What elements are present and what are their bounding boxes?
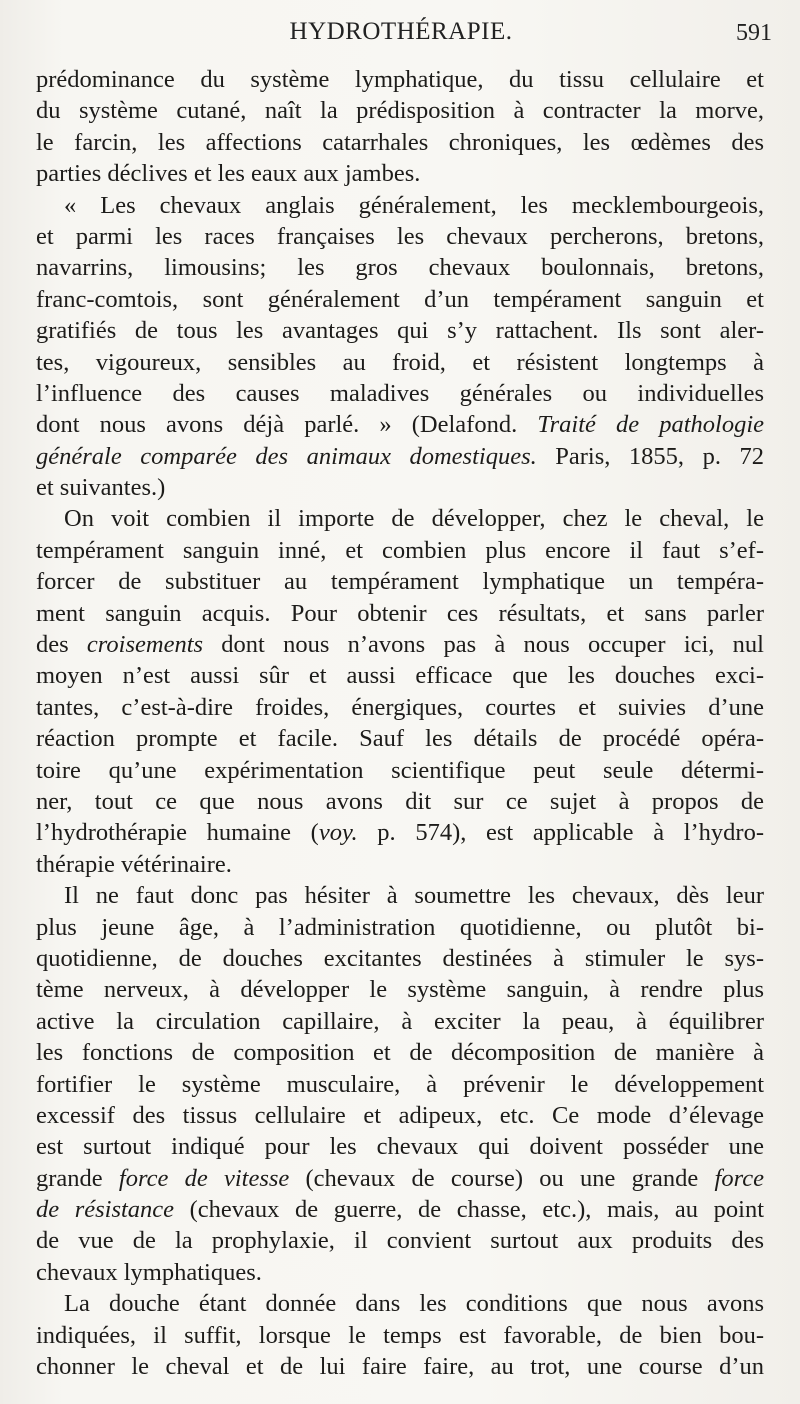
italic-text: force: [714, 1164, 764, 1192]
line-text: forcer de substituer au tempérament lymphatique un tempéra-: [36, 568, 764, 596]
line-text: dont nous avons déjà parlé. » (Delafond.: [36, 411, 538, 439]
text-line: [36, 127, 764, 158]
text-line: [36, 1006, 764, 1037]
line-text: prédominance du système lymphatique, du tissu cellulaire et: [36, 66, 764, 93]
line-text: tantes, c’est-à-dire froides, énergiques, courtes et suivies d’une: [36, 693, 764, 721]
line-text: active la circulation capillaire, à exciter la peau, à équilibrer: [36, 1007, 764, 1035]
line-text: La douche étant donnée dans les conditions que nous avons: [64, 1290, 764, 1318]
text-line: [36, 598, 764, 629]
text-line: [36, 1163, 764, 1194]
text-line: [36, 974, 764, 1005]
line-text: l’influence des causes maladives générales ou individuelles: [36, 379, 764, 407]
line-text: plus jeune âge, à l’administration quotidienne, ou plutôt bi-: [36, 913, 764, 941]
page-number: 591: [736, 20, 772, 46]
text-line: [36, 755, 764, 786]
line-text: fortifier le système musculaire, à prévenir le développement: [36, 1070, 764, 1098]
line-text: ner, tout ce que nous avons dit sur ce sujet à propos de: [36, 787, 764, 815]
italic-text: croisements: [86, 631, 204, 659]
line-text: du système cutané, naît la prédisposition à contracter la morve,: [36, 97, 764, 125]
italic-text: générale comparée des animaux domestiques.: [36, 442, 537, 470]
text-line: [36, 64, 764, 95]
italic-text: force de vitesse: [118, 1164, 290, 1192]
line-text: excessif des tissus cellulaire et adipeux, etc. Ce mode d’élevage: [36, 1101, 764, 1129]
text-line: [36, 535, 764, 566]
text-line: [36, 566, 764, 597]
line-text: « Les chevaux anglais généralement, les mecklembourgeois,: [64, 191, 764, 219]
line-text: et parmi les races françaises les chevaux percherons, bretons,: [36, 222, 764, 250]
text-line: [36, 1320, 764, 1351]
line-text: moyen n’est aussi sûr et aussi efficace que les douches exci-: [36, 662, 764, 690]
text-line: [36, 441, 764, 472]
text-line: [36, 1194, 764, 1225]
body-text: [36, 64, 764, 1382]
line-text: et suivantes.): [36, 474, 166, 502]
line-text: Il ne faut donc pas hésiter à soumettre les chevaux, dès leur: [64, 882, 764, 910]
text-line: [36, 692, 764, 723]
line-text: le farcin, les affections catarrhales chroniques, les œdèmes des: [36, 128, 764, 156]
text-line: [36, 378, 764, 409]
running-title: HYDROTHÉRAPIE.: [289, 18, 513, 45]
text-line: [36, 1037, 764, 1068]
line-text: p. 574), est applicable à l’hydro-: [357, 819, 765, 847]
text-line: [36, 1131, 764, 1162]
text-line: [36, 912, 764, 943]
text-line: [36, 660, 764, 691]
running-head: [30, 14, 772, 54]
line-text: Paris, 1855, p. 72: [536, 442, 764, 470]
italic-text: de résistance: [36, 1196, 175, 1224]
text-line: [36, 190, 764, 221]
line-text: les fonctions de composition et de décomposition de manière à: [36, 1039, 764, 1067]
line-text: gratifiés de tous les avantages qui s’y rattachent. Ils sont aler-: [36, 317, 764, 345]
text-line: [36, 284, 764, 315]
text-line: [36, 315, 764, 346]
line-text: (chevaux de course) ou une grande: [289, 1164, 715, 1192]
text-line: [36, 1069, 764, 1100]
text-line: [36, 1100, 764, 1131]
line-text: grande: [36, 1164, 119, 1192]
line-text: navarrins, limousins; les gros chevaux boulonnais, bretons,: [36, 254, 764, 282]
line-text: ment sanguin acquis. Pour obtenir ces résultats, et sans parler: [36, 599, 764, 627]
line-text: réaction prompte et facile. Sauf les détails de procédé opéra-: [36, 725, 764, 753]
line-text: (chevaux de guerre, de chasse, etc.), mais, au point: [174, 1196, 765, 1224]
text-line: [36, 503, 764, 534]
line-text: quotidienne, de douches excitantes destinées à stimuler le sys-: [36, 944, 764, 972]
line-text: tes, vigoureux, sensibles au froid, et résistent longtemps à: [36, 348, 764, 376]
text-line: [36, 880, 764, 911]
line-text: tème nerveux, à développer le système sanguin, à rendre plus: [36, 976, 764, 1004]
text-line: [36, 472, 764, 503]
line-text: tempérament sanguin inné, et combien plus encore il faut s’ef-: [36, 536, 764, 564]
text-line: [36, 95, 764, 126]
text-line: [36, 1257, 764, 1288]
line-text: parties déclives et les eaux aux jambes.: [36, 160, 421, 188]
text-line: [36, 817, 764, 848]
line-text: franc-comtois, sont généralement d’un tempérament sanguin et: [36, 285, 764, 313]
text-line: [36, 409, 764, 440]
line-text: thérapie vétérinaire.: [36, 850, 232, 878]
line-text: l’hydrothérapie humaine (: [36, 819, 319, 847]
line-text: est surtout indiqué pour les chevaux qui doivent posséder une: [36, 1133, 764, 1161]
text-line: [36, 1288, 764, 1319]
text-line: [36, 252, 764, 283]
line-text: dont nous n’avons pas à nous occuper ici, nul: [203, 631, 764, 659]
text-line: [36, 347, 764, 378]
line-text: des: [36, 631, 87, 659]
line-text: On voit combien il importe de développer, chez le cheval, le: [64, 505, 764, 533]
line-text: chonner le cheval et de lui faire faire, au trot, une course d’un: [36, 1353, 764, 1381]
text-line: [36, 723, 764, 754]
text-line: [36, 849, 764, 880]
line-text: indiquées, il suffit, lorsque le temps est favorable, de bien bou-: [36, 1321, 764, 1349]
line-text: chevaux lymphatiques.: [36, 1258, 262, 1286]
italic-text: voy.: [318, 819, 358, 847]
italic-text: Traité de pathologie: [537, 411, 765, 439]
text-line: [36, 786, 764, 817]
text-line: [36, 1225, 764, 1256]
text-line: [36, 1351, 764, 1382]
text-line: [36, 629, 764, 660]
line-text: toire qu’une expérimentation scientifique peut seule détermi-: [36, 756, 764, 784]
line-text: de vue de la prophylaxie, il convient surtout aux produits des: [36, 1227, 764, 1255]
text-line: [36, 221, 764, 252]
text-line: [36, 943, 764, 974]
text-line: [36, 158, 764, 189]
